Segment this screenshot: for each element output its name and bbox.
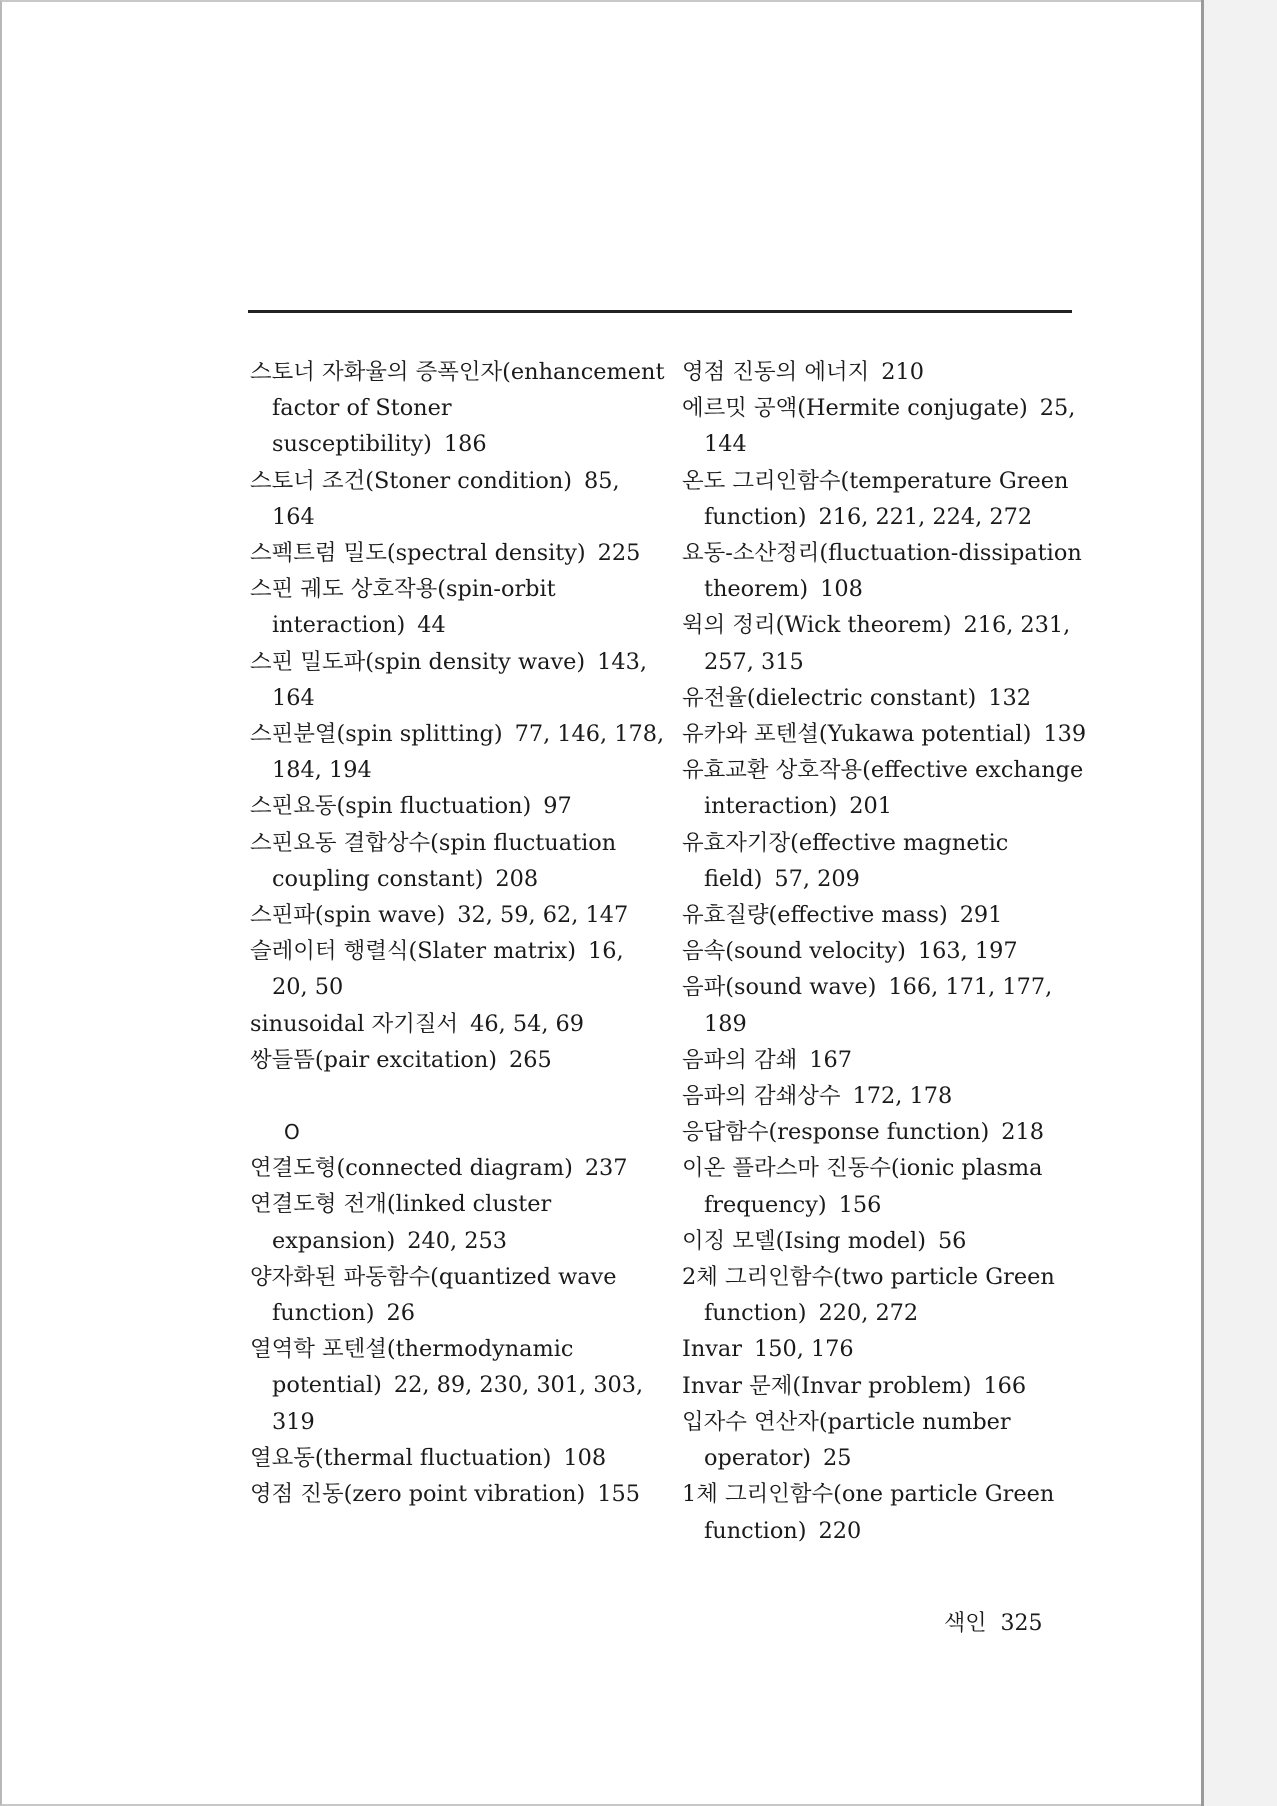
entry-term: 열역학 포텐셜(thermodynamic potential) <box>250 1336 574 1399</box>
entry-term: 에르밋 공액(Hermite conjugate) <box>682 395 1028 422</box>
entry-term: 입자수 연산자(particle number operator) <box>682 1408 1011 1472</box>
page-number: 325 <box>1000 1611 1043 1636</box>
entry-pages: 97 <box>543 793 572 820</box>
entry-term: 양자화된 파동함수(quantized wave function) <box>250 1263 617 1327</box>
entry-term: Invar <box>682 1336 742 1363</box>
entry-term: 이징 모델(Ising model) <box>682 1227 926 1254</box>
entry-pages: 16, 20, 50 <box>272 938 624 1001</box>
entry-term: 2체 그리인함수(two particle Green function) <box>682 1264 1055 1327</box>
entry-term: 열요동(thermal fluctuation) <box>250 1444 552 1471</box>
entry-pages: 108 <box>820 576 863 603</box>
index-entry <box>682 1368 1097 1404</box>
index-entry <box>250 716 665 788</box>
entry-term: 스핀 궤도 상호작용(spin-orbit interaction) <box>250 576 556 639</box>
entry-term: Invar 문제(Invar problem) <box>682 1372 972 1399</box>
entry-pages: 25, 144 <box>704 395 1076 458</box>
entry-pages: 56 <box>937 1227 967 1254</box>
right-column <box>682 354 1097 1549</box>
index-entry <box>682 535 1097 607</box>
index-entry <box>682 1078 1097 1114</box>
entry-pages: 201 <box>849 793 892 820</box>
entry-term: 스토너 조건(Stoner condition) <box>250 467 573 494</box>
index-entry <box>250 571 665 643</box>
entry-pages: 186 <box>443 431 487 458</box>
index-entry <box>250 788 665 824</box>
index-entry <box>682 897 1097 933</box>
entry-term: 연결도형 전개(linked cluster expansion) <box>250 1191 552 1254</box>
index-entry <box>250 1331 665 1440</box>
entry-term: 윅의 정리(Wick theorem) <box>682 612 952 639</box>
index-entry <box>682 825 1097 897</box>
index-entry <box>682 716 1097 752</box>
entry-pages: 166, 171, 177, 189 <box>704 974 1053 1037</box>
entry-pages: 216, 231, 257, 315 <box>704 612 1071 675</box>
entry-pages: 57, 209 <box>774 865 860 892</box>
entry-pages: 143, 164 <box>272 648 647 711</box>
entry-term: 음파의 감쇄 <box>682 1046 798 1073</box>
index-entry <box>250 1440 665 1476</box>
index-entry <box>250 1476 665 1512</box>
header-rule <box>248 310 1072 313</box>
entry-pages: 32, 59, 62, 147 <box>457 902 629 929</box>
page-edge <box>1201 0 1204 1806</box>
entry-term: 스핀요동(spin fluctuation) <box>250 793 532 820</box>
index-entry <box>682 1331 1097 1367</box>
section-letter: O <box>284 1120 300 1145</box>
entry-pages: 167 <box>809 1046 853 1073</box>
entry-term: 유효자기장(effective magnetic field) <box>682 829 1009 892</box>
entry-pages: 26 <box>386 1300 415 1327</box>
entry-term: 스펙트럼 밀도(spectral density) <box>250 540 586 567</box>
index-entry <box>250 644 665 716</box>
index-entry <box>250 825 665 897</box>
entry-pages: 218 <box>1001 1119 1045 1146</box>
index-entry <box>250 1186 665 1258</box>
entry-pages: 220, 272 <box>818 1300 919 1327</box>
entry-pages: 25 <box>823 1445 852 1472</box>
entry-term: 영점 진동(zero point vibration) <box>250 1481 586 1508</box>
entry-pages: 22, 89, 230, 301, 303, 319 <box>272 1372 644 1435</box>
entry-term: 연결도형(connected diagram) <box>250 1155 573 1182</box>
entry-term: 유효교환 상호작용(effective exchange interaction) <box>682 757 1084 820</box>
index-entry <box>682 354 1097 390</box>
left-column <box>250 354 665 1512</box>
entry-pages: 132 <box>988 684 1032 711</box>
entry-term: 영점 진동의 에너지 <box>682 359 870 385</box>
index-entry <box>250 1042 665 1078</box>
index-entry <box>682 1223 1097 1259</box>
entry-pages: 265 <box>509 1046 552 1073</box>
entry-pages: 46, 54, 69 <box>470 1010 585 1037</box>
entry-pages: 77, 146, 178, 184, 194 <box>272 721 665 784</box>
index-entry <box>682 463 1097 535</box>
entry-pages: 108 <box>563 1444 607 1471</box>
index-entry <box>250 1006 665 1042</box>
entry-term: 스핀 밀도파(spin density wave) <box>250 648 586 675</box>
entry-pages: 166 <box>983 1372 1027 1399</box>
entry-pages: 291 <box>959 902 1003 929</box>
entry-term: 요동-소산정리(fluctuation-dissipation theorem) <box>682 540 1082 603</box>
entry-term: 온도 그리인함수(temperature Green function) <box>682 467 1069 530</box>
index-entry <box>682 1259 1097 1331</box>
entry-pages: 172, 178 <box>852 1083 953 1110</box>
entry-pages: 220 <box>818 1517 862 1544</box>
entry-pages: 85, 164 <box>272 467 620 530</box>
index-entry <box>250 1150 665 1186</box>
index-entry <box>682 680 1097 716</box>
entry-pages: 237 <box>584 1155 628 1182</box>
entry-term: 유전율(dielectric constant) <box>682 684 977 711</box>
index-entry <box>250 354 665 463</box>
index-entry <box>682 752 1097 824</box>
footer-label: 색인 <box>944 1611 987 1636</box>
entry-pages: 156 <box>838 1191 882 1218</box>
entry-term: 스핀분열(spin splitting) <box>250 721 503 748</box>
entry-term: 이온 플라스마 진동수(ionic plasma frequency) <box>682 1155 1043 1218</box>
entry-pages: 44 <box>417 612 446 639</box>
entry-pages: 210 <box>881 359 925 385</box>
entry-term: 유효질량(effective mass) <box>682 902 948 929</box>
index-entry <box>250 897 665 933</box>
index-entry <box>682 607 1097 679</box>
entry-term: 음파의 감쇄상수 <box>682 1083 841 1110</box>
index-entry <box>682 1042 1097 1078</box>
index-entry <box>250 535 665 571</box>
entry-term: sinusoidal 자기질서 <box>250 1010 459 1037</box>
entry-pages: 150, 176 <box>753 1336 854 1363</box>
entry-term: 1체 그리인함수(one particle Green function) <box>682 1481 1055 1544</box>
entry-term: 유카와 포텐셜(Yukawa potential) <box>682 721 1032 748</box>
index-entry <box>682 1404 1097 1476</box>
entry-pages: 155 <box>597 1481 640 1508</box>
index-entry <box>250 933 665 1005</box>
entry-term: 응답함수(response function) <box>682 1119 990 1146</box>
entry-term: 쌍들뜸(pair excitation) <box>250 1046 498 1073</box>
index-entry <box>682 1476 1097 1548</box>
entry-term: 음속(sound velocity) <box>682 938 906 965</box>
entry-pages: 208 <box>495 865 539 892</box>
index-entry <box>682 933 1097 969</box>
index-entry <box>682 1150 1097 1222</box>
entry-pages: 139 <box>1043 721 1087 748</box>
entry-term: 슬레이터 행렬식(Slater matrix) <box>250 938 576 965</box>
index-entry <box>250 1259 665 1331</box>
entry-term: 스토너 자화율의 증폭인자(enhancement factor of Stoner susceptibility) <box>250 359 665 458</box>
entry-term: 음파(sound wave) <box>682 974 877 1001</box>
entry-pages: 240, 253 <box>407 1227 507 1254</box>
index-entry <box>682 1114 1097 1150</box>
entry-pages: 163, 197 <box>917 938 1018 965</box>
index-entry <box>250 463 665 535</box>
entry-pages: 225 <box>597 540 641 567</box>
index-entry <box>682 390 1097 462</box>
entry-pages: 216, 221, 224, 272 <box>818 503 1033 530</box>
page-footer <box>944 1606 1043 1637</box>
index-entry <box>682 969 1097 1041</box>
entry-term: 스핀파(spin wave) <box>250 902 446 929</box>
entry-term: 스핀요동 결합상수(spin fluctuation coupling constant) <box>250 829 617 892</box>
